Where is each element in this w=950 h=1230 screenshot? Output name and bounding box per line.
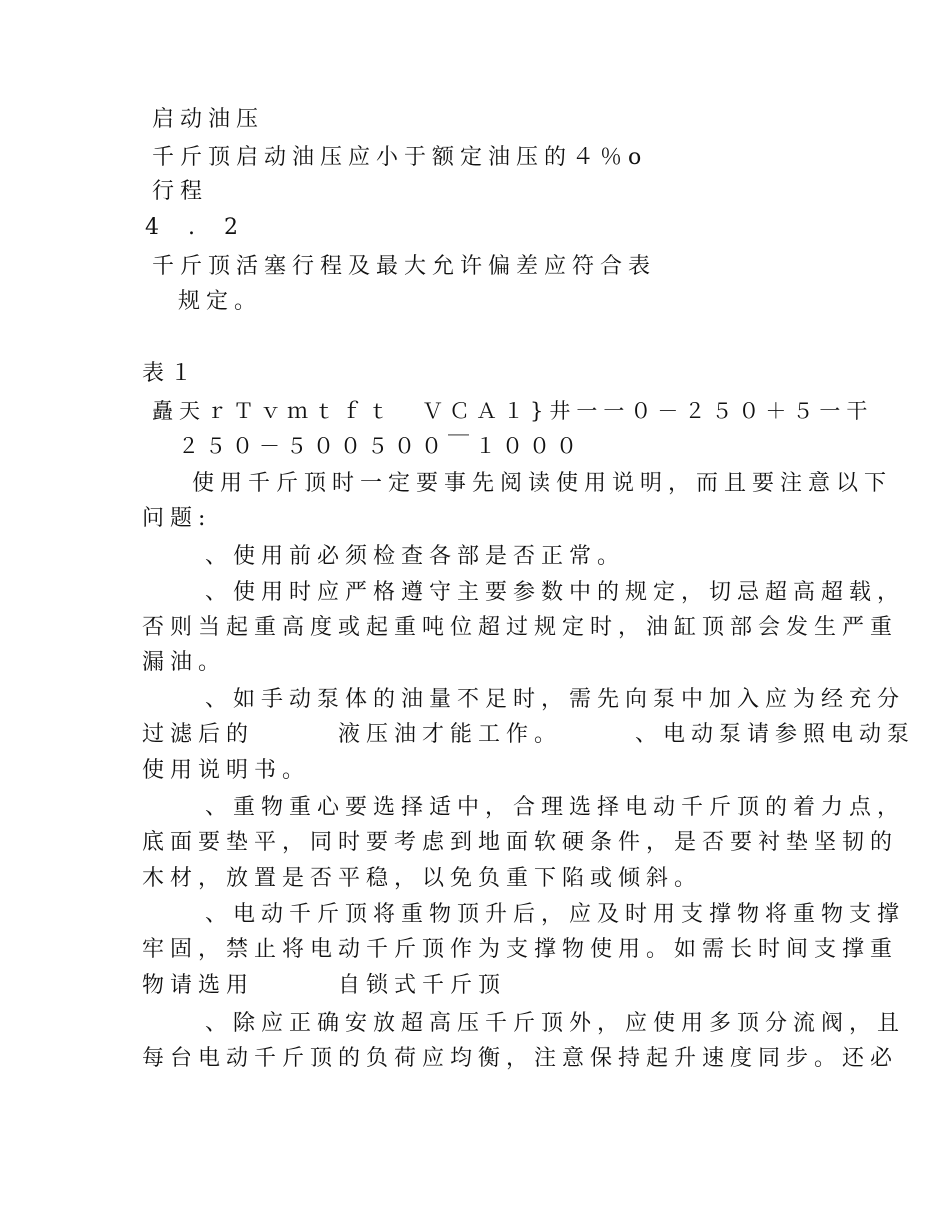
list-item: 、除应正确安放超高压千斤顶外，应使用多顶分流阀，且 [205,1011,906,1036]
paragraph-line: 物请选用 自锁式千斤顶 [142,973,507,998]
paragraph-line: 每台电动千斤顶的负荷应均衡，注意保持起升速度同步。还必 [142,1046,899,1071]
paragraph-line: 木材，放置是否平稳，以免负重下陷或倾斜。 [142,866,703,891]
paragraph-line: 否则当起重高度或起重吨位超过规定时，油缸顶部会发生严重 [142,615,899,640]
table-caption: 表１ [142,361,199,386]
list-item: 、如手动泵体的油量不足时，需先向泵中加入应为经充分 [205,687,906,712]
table-content-line: 矗天ｒＴｖｍｔｆｔ ＶＣＡ１}井一一０－２５０＋５一干 [152,399,874,423]
paragraph-line: 问题: [142,506,212,531]
heading-start-pressure: 启动油压 [152,107,265,132]
paragraph-line: 漏油。 [142,650,227,675]
paragraph-line: 千斤顶启动油压应小于额定油压的４％o [152,145,648,170]
heading-stroke: 行程 [152,179,209,204]
list-item: 、重物重心要选择适中，合理选择电动千斤顶的着力点， [205,795,906,820]
list-item: 、使用时应严格遵守主要参数中的规定，切忌超高超载， [205,580,906,605]
paragraph-line: 底面要垫平，同时要考虑到地面软硬条件，是否要衬垫坚韧的 [142,830,899,855]
list-item: 、电动千斤顶将重物顶升后，应及时用支撑物将重物支撑 [205,902,906,927]
paragraph-line: 千斤顶活塞行程及最大允许偏差应符合表 [152,254,657,279]
paragraph-line: 规定。 [178,289,263,314]
paragraph-line: 过滤后的 液压油才能工作。 、电动泵请参照电动泵 [142,722,916,747]
paragraph-line: 使用说明书。 [142,758,311,783]
list-item: 、使用前必须检查各部是否正常。 [205,544,626,569]
paragraph-line: 牢固，禁止将电动千斤顶作为支撑物使用。如需长时间支撑重 [142,937,899,962]
section-number: 4 . 2 [145,215,249,240]
paragraph-line: 使用千斤顶时一定要事先阅读使用说明，而且要注意以下 [192,471,893,496]
table-content-line: ２５０－５００５００￣１０００ [178,434,583,458]
